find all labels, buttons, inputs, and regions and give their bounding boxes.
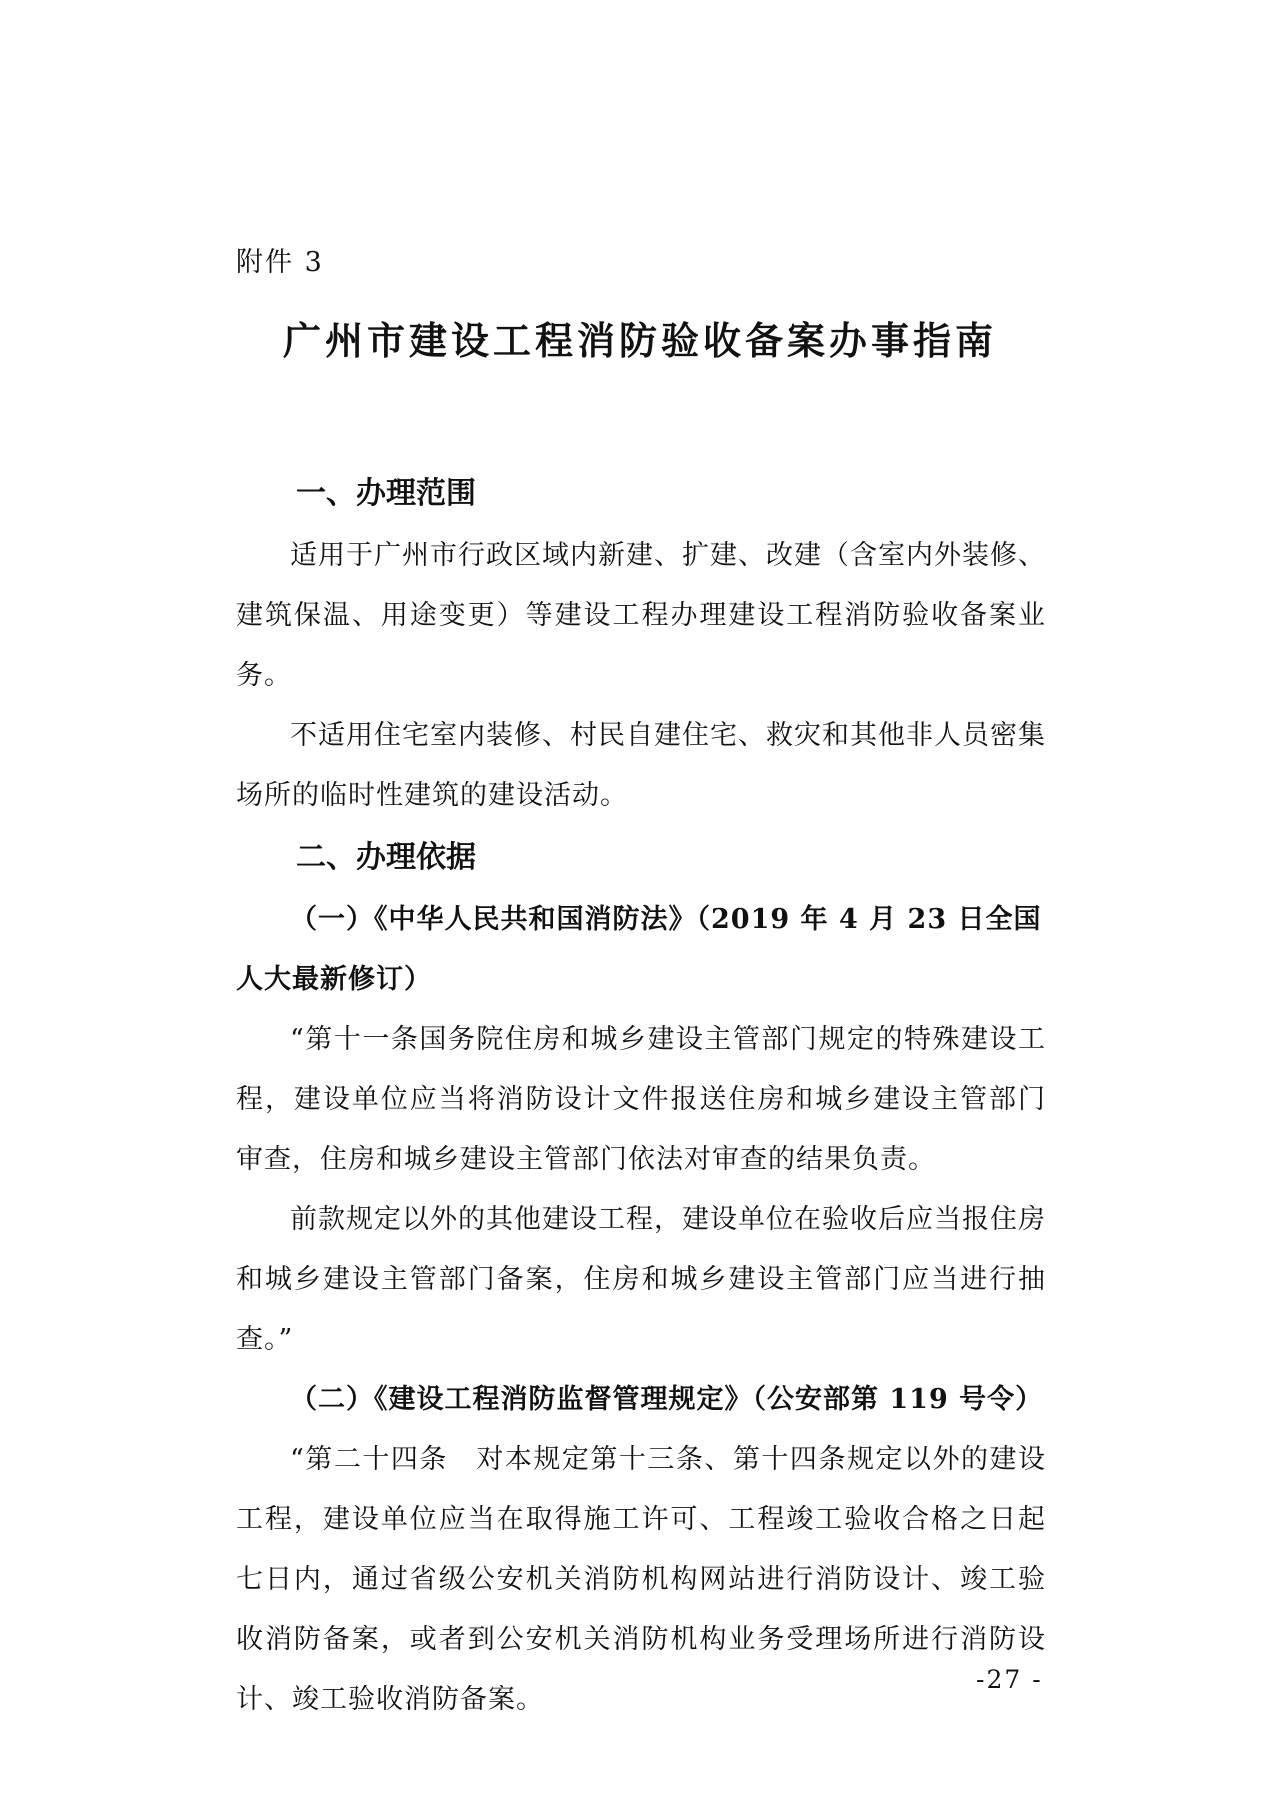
section-heading-basis: 二、办理依据 <box>296 840 476 875</box>
fire-law-paragraph-1: “第十一条国务院住房和城乡建设主管部门规定的特殊建设工程，建设单位应当将消防设计文件报送住房和城乡建设主管部门审查，住房和城乡建设主管部门依法对审查的结果负责。 <box>236 1024 1046 1175</box>
document-body <box>236 462 1046 1730</box>
basis-subheading-fire-law: （一）《中华人民共和国消防法》（2019 年 4 月 23 日全国人大最新修订） <box>236 904 1042 995</box>
scope-paragraph-2: 不适用住宅室内装修、村民自建住宅、救灾和其他非人员密集场所的临时性建筑的建设活动。 <box>236 720 1046 811</box>
regulation-paragraph-1: “第二十四条 对本规定第十三条、第十四条规定以外的建设工程，建设单位应当在取得施工许可、工程竣工验收合格之日起七日内，通过省级公安机关消防机构网站进行消防设计、竣工验收消防备案，或者到公安机关消防机构业务受理场所进行消防设计、竣工验收消防备案。 <box>236 1444 1046 1715</box>
scope-paragraph-1: 适用于广州市行政区域内新建、扩建、改建（含室内外装修、建筑保温、用途变更）等建设工程办理建设工程消防验收备案业务。 <box>236 540 1046 691</box>
basis-subheading-regulation: （二）《建设工程消防监督管理规定》（公安部第 119 号令） <box>290 1384 1044 1415</box>
document-title: 广州市建设工程消防验收备案办事指南 <box>282 319 997 363</box>
attachment-label: 附件 3 <box>236 247 324 278</box>
fire-law-paragraph-2: 前款规定以外的其他建设工程，建设单位在验收后应当报住房和城乡建设主管部门备案，住房和城乡建设主管部门应当进行抽查。” <box>236 1204 1046 1355</box>
page-number: -27 - <box>976 1665 1043 1694</box>
section-heading-scope: 一、办理范围 <box>296 476 476 511</box>
